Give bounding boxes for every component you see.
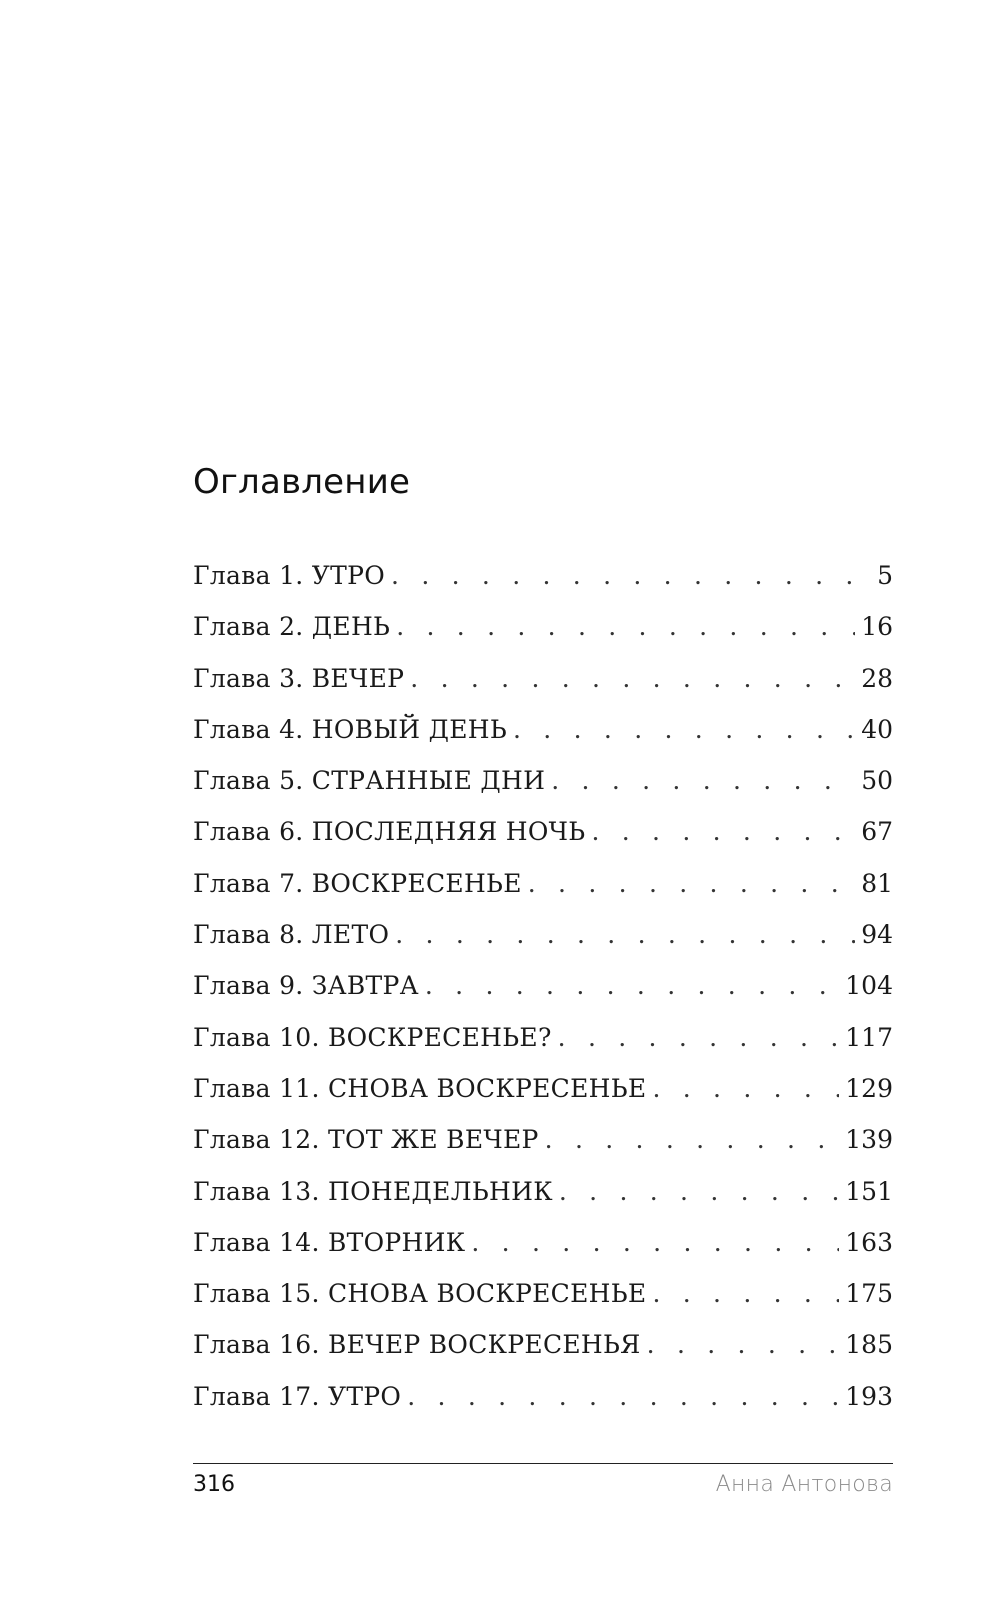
chapter-title: Глава 11. СНОВА ВОСКРЕСЕНЬЕ bbox=[193, 1073, 647, 1103]
toc-entry bbox=[193, 714, 893, 765]
chapter-title: Глава 17. УТРО bbox=[193, 1381, 402, 1411]
table-of-contents bbox=[193, 560, 893, 1432]
dot-leader bbox=[545, 1124, 840, 1156]
chapter-page-number: 117 bbox=[845, 1022, 893, 1052]
chapter-title: Глава 14. ВТОРНИК bbox=[193, 1227, 466, 1257]
chapter-title: Глава 8. ЛЕТО bbox=[193, 920, 390, 950]
dot-leader bbox=[396, 611, 855, 643]
chapter-page-number: 40 bbox=[861, 714, 893, 744]
chapter-title: Глава 7. ВОСКРЕСЕНЬЕ bbox=[193, 868, 522, 898]
chapter-title: Глава 4. НОВЫЙ ДЕНЬ bbox=[193, 714, 508, 744]
dot-leader bbox=[513, 714, 855, 746]
page-title: Оглавление bbox=[193, 462, 411, 502]
chapter-page-number: 16 bbox=[861, 612, 893, 642]
dot-leader bbox=[410, 663, 855, 695]
chapter-title: Глава 16. ВЕЧЕР ВОСКРЕСЕНЬЯ bbox=[193, 1330, 641, 1360]
chapter-title: Глава 3. ВЕЧЕР bbox=[193, 663, 405, 693]
footer-page-number: 316 bbox=[193, 1472, 235, 1497]
dot-leader bbox=[559, 1176, 839, 1208]
dot-leader bbox=[558, 1022, 840, 1054]
chapter-page-number: 175 bbox=[845, 1279, 893, 1309]
chapter-page-number: 94 bbox=[861, 920, 893, 950]
dot-leader bbox=[591, 816, 855, 848]
dot-leader bbox=[407, 1381, 839, 1413]
dot-leader bbox=[647, 1329, 840, 1361]
chapter-title: Глава 13. ПОНЕДЕЛЬНИК bbox=[193, 1176, 553, 1206]
toc-entry bbox=[193, 868, 893, 919]
toc-entry bbox=[193, 1176, 893, 1227]
chapter-title: Глава 12. ТОТ ЖЕ ВЕЧЕР bbox=[193, 1125, 539, 1155]
chapter-page-number: 129 bbox=[845, 1073, 893, 1103]
chapter-page-number: 151 bbox=[845, 1176, 893, 1206]
toc-entry bbox=[193, 765, 893, 816]
chapter-page-number: 5 bbox=[877, 561, 893, 590]
toc-entry bbox=[193, 1073, 893, 1124]
chapter-page-number: 50 bbox=[861, 766, 893, 796]
chapter-title: Глава 5. СТРАННЫЕ ДНИ bbox=[193, 766, 546, 796]
dot-leader bbox=[652, 1073, 839, 1105]
chapter-title: Глава 6. ПОСЛЕДНЯЯ НОЧЬ bbox=[193, 817, 586, 847]
toc-entry bbox=[193, 1124, 893, 1175]
chapter-page-number: 104 bbox=[845, 971, 893, 1001]
toc-entry bbox=[193, 1381, 893, 1432]
dot-leader bbox=[391, 560, 871, 592]
toc-entry bbox=[193, 663, 893, 714]
dot-leader bbox=[551, 765, 855, 797]
chapter-title: Глава 10. ВОСКРЕСЕНЬЕ? bbox=[193, 1022, 552, 1052]
chapter-page-number: 139 bbox=[845, 1125, 893, 1155]
toc-entry bbox=[193, 919, 893, 970]
chapter-page-number: 28 bbox=[861, 663, 893, 693]
chapter-title: Глава 15. СНОВА ВОСКРЕСЕНЬЕ bbox=[193, 1279, 647, 1309]
chapter-page-number: 185 bbox=[845, 1330, 893, 1360]
chapter-title: Глава 1. УТРО bbox=[193, 561, 386, 590]
toc-entry bbox=[193, 1227, 893, 1278]
footer-divider bbox=[193, 1463, 893, 1464]
toc-entry bbox=[193, 1278, 893, 1329]
dot-leader bbox=[471, 1227, 839, 1259]
dot-leader bbox=[528, 868, 855, 900]
dot-leader bbox=[395, 919, 855, 951]
chapter-title: Глава 2. ДЕНЬ bbox=[193, 612, 391, 642]
toc-entry bbox=[193, 816, 893, 867]
dot-leader bbox=[652, 1278, 839, 1310]
dot-leader bbox=[425, 970, 839, 1002]
toc-entry bbox=[193, 611, 893, 662]
chapter-page-number: 81 bbox=[861, 868, 893, 898]
chapter-page-number: 163 bbox=[845, 1227, 893, 1257]
footer-author: Анна Антонова bbox=[715, 1472, 893, 1497]
toc-entry bbox=[193, 1022, 893, 1073]
chapter-page-number: 193 bbox=[845, 1381, 893, 1411]
toc-entry bbox=[193, 970, 893, 1021]
chapter-title: Глава 9. ЗАВТРА bbox=[193, 971, 419, 1001]
toc-entry bbox=[193, 1329, 893, 1380]
chapter-page-number: 67 bbox=[861, 817, 893, 847]
toc-entry bbox=[193, 560, 893, 611]
